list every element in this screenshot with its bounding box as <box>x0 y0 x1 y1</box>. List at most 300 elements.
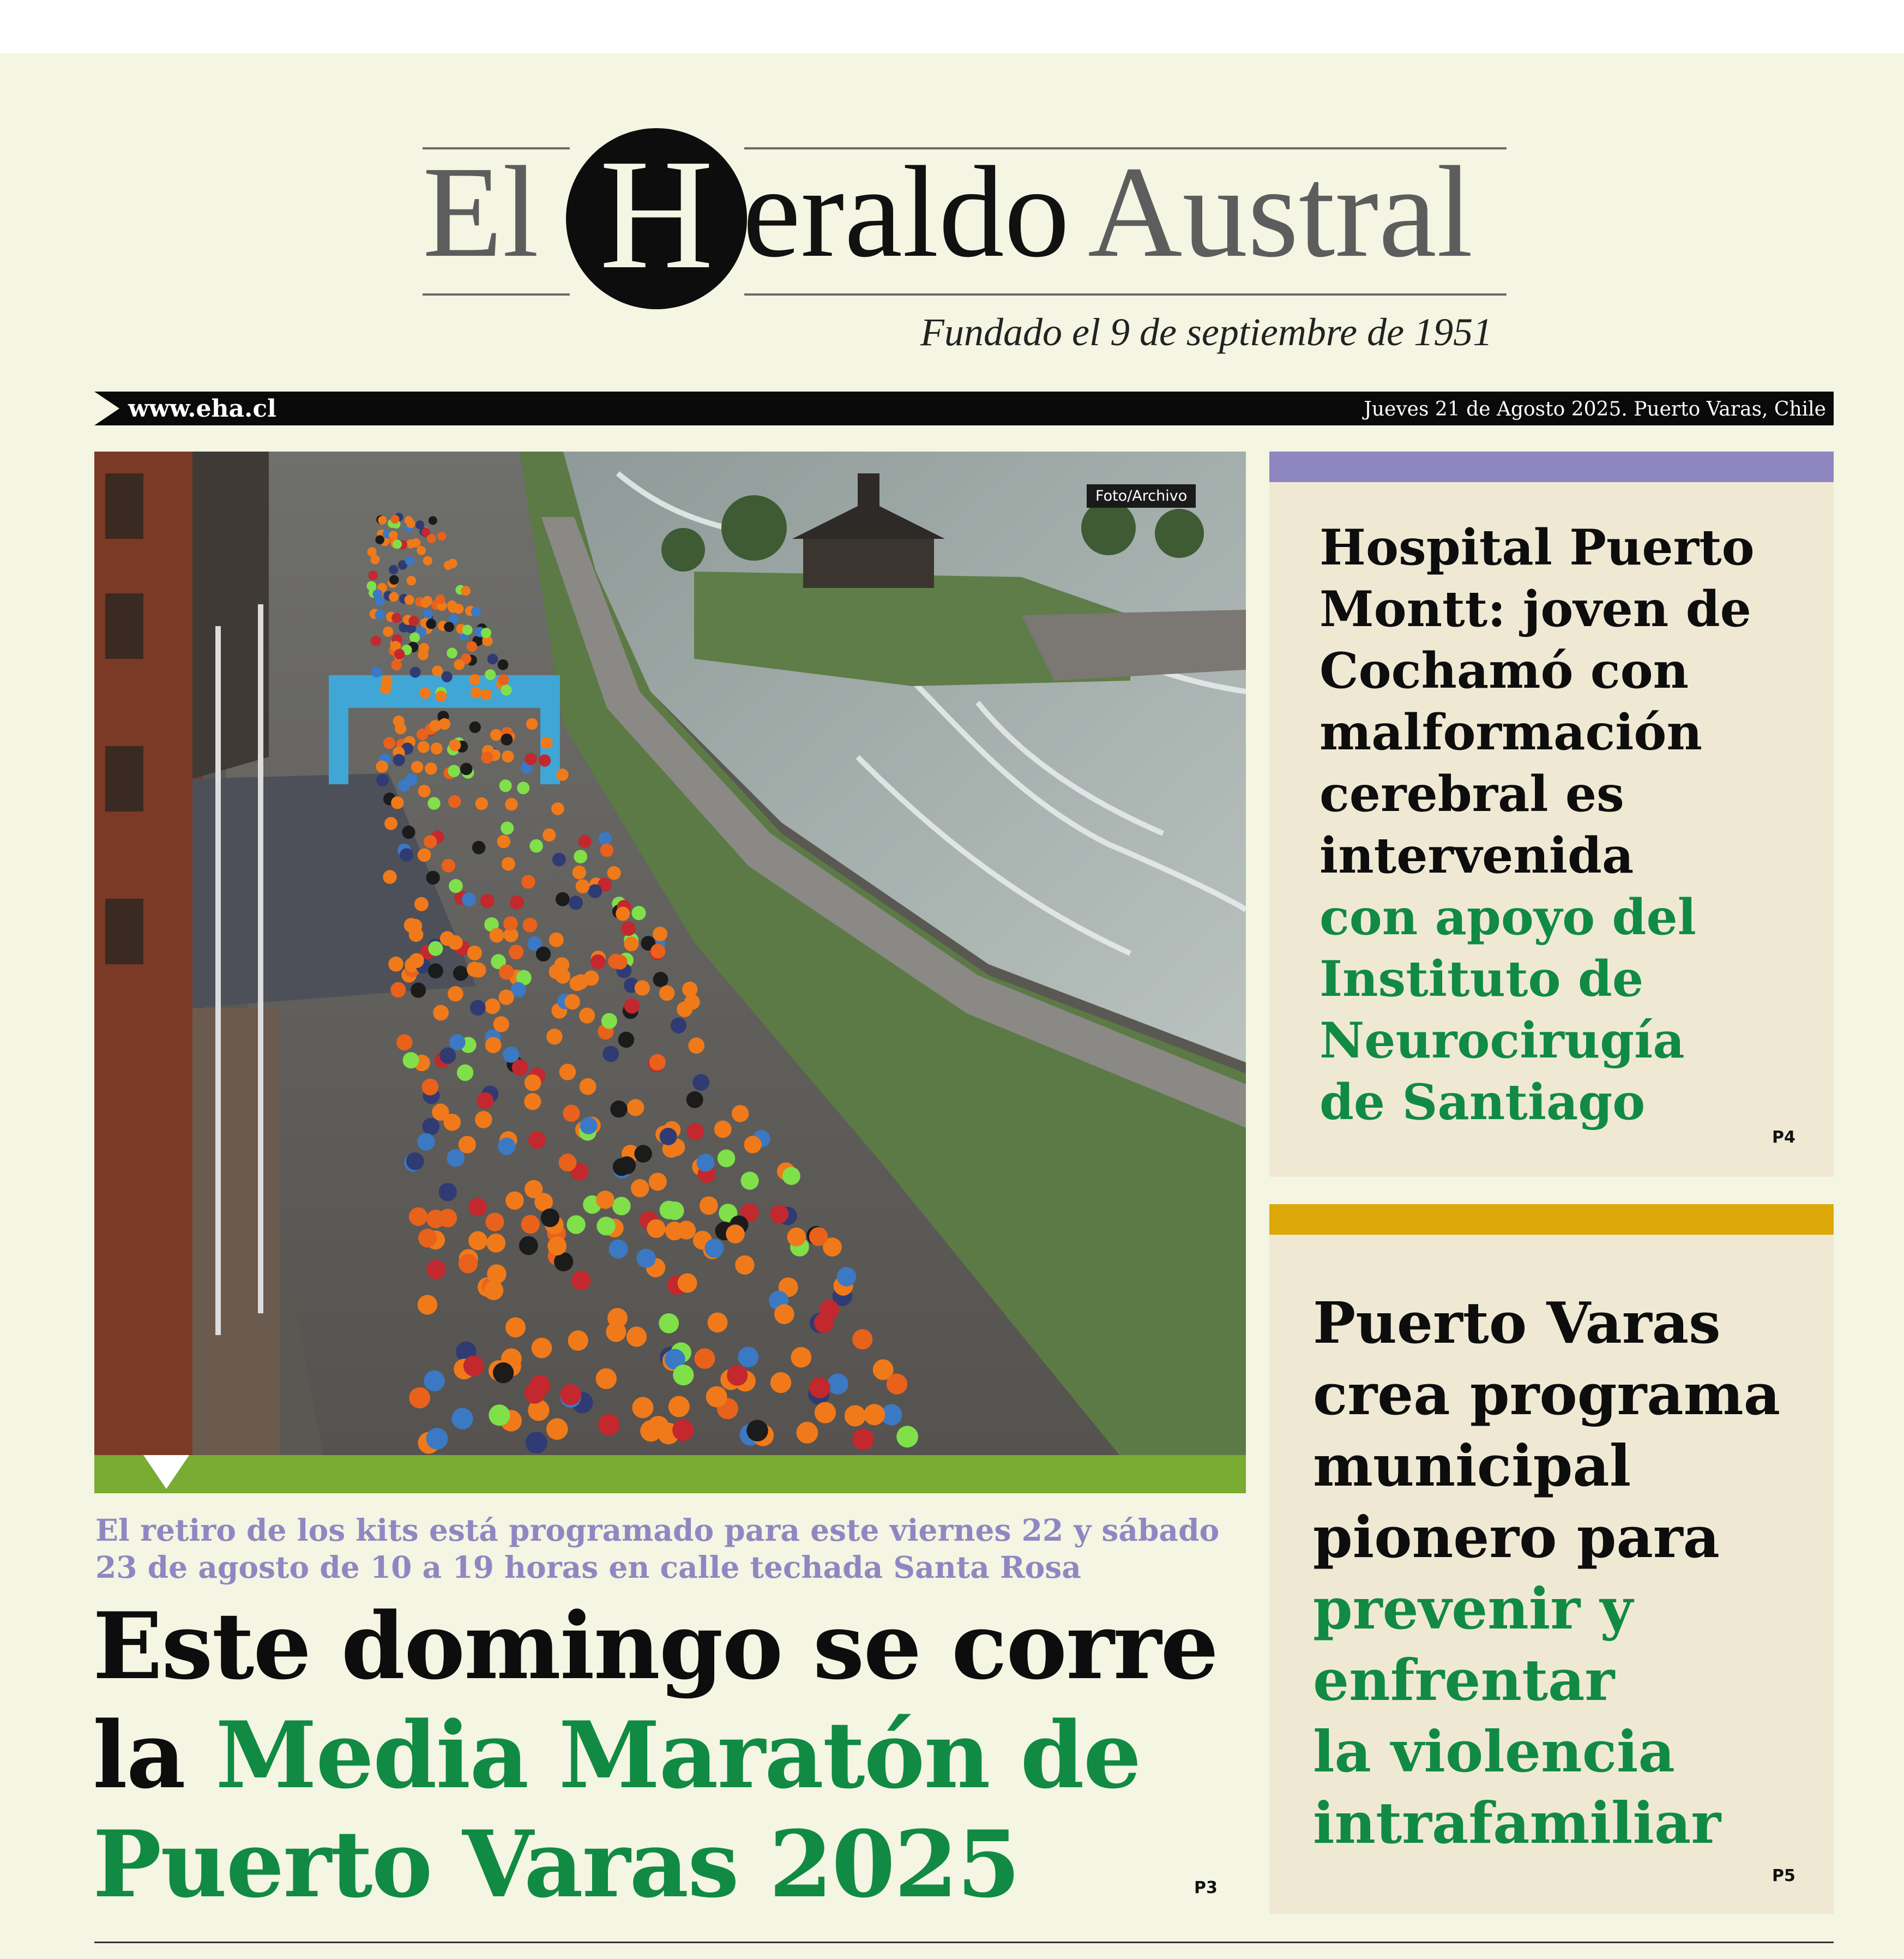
headline-line: municipal <box>1313 1432 1631 1499</box>
runner-figure <box>376 774 389 786</box>
headline-green-line-2: Puerto Varas 2025 <box>93 1810 1020 1918</box>
runner-figure <box>626 1326 647 1347</box>
headline-line: Montt: joven de <box>1319 580 1751 638</box>
runner-figure <box>700 1197 718 1215</box>
runner-figure <box>524 1093 541 1110</box>
runner-figure <box>459 1136 476 1153</box>
runner-figure <box>418 741 430 753</box>
runner-figure <box>394 649 405 660</box>
lead-photo-marathon-crowd <box>94 452 1246 1455</box>
caption-pointer-icon <box>143 1455 189 1489</box>
headline-line: malformación <box>1319 704 1702 761</box>
runner-figure <box>741 1171 759 1189</box>
runner-figure <box>420 598 430 608</box>
runner-figure <box>493 1362 514 1383</box>
runner-figure <box>521 1215 540 1234</box>
headline-line: crea programa <box>1313 1361 1781 1428</box>
runner-figure <box>648 1416 670 1438</box>
info-bar <box>94 392 1834 425</box>
runner-figure <box>475 1111 492 1128</box>
runner-figure <box>475 797 488 810</box>
runner-figure <box>596 1217 615 1235</box>
photo-credit: Foto/Archivo <box>1087 484 1196 508</box>
runner-figure <box>774 1304 794 1324</box>
runner-figure <box>389 565 398 574</box>
runner-figure <box>442 859 455 873</box>
runner-figure <box>677 1001 692 1017</box>
runner-figure <box>383 737 395 749</box>
runner-figure <box>502 857 515 871</box>
runner-figure <box>845 1405 866 1426</box>
runner-figure <box>490 928 504 943</box>
runner-figure <box>378 516 387 525</box>
runner-figure <box>380 683 391 694</box>
runner-figure <box>485 1037 502 1053</box>
runner-figure <box>369 570 378 580</box>
runner-figure <box>624 998 640 1014</box>
runner-figure <box>512 1059 528 1075</box>
runner-figure <box>454 604 463 614</box>
lead-story-headline[interactable] <box>93 1591 1260 1919</box>
runner-figure <box>406 519 415 528</box>
runner-figure <box>453 966 468 981</box>
runner-figure <box>438 1209 457 1227</box>
runner-figure <box>487 1264 507 1284</box>
runner-figure <box>498 674 509 685</box>
runner-figure <box>563 1105 580 1122</box>
runner-figure <box>405 595 414 605</box>
runner-figure <box>439 1048 456 1064</box>
runner-figure <box>467 946 482 960</box>
runner-figure <box>367 581 377 591</box>
runner-figure <box>567 1215 585 1234</box>
runner-figure <box>580 1078 596 1095</box>
runner-figure <box>552 853 566 867</box>
side-story-2-headline <box>1313 1287 1780 1859</box>
runner-figure <box>393 540 402 549</box>
runner-figure <box>460 763 473 776</box>
runner-figure <box>551 802 564 815</box>
runner-figure <box>448 986 463 1001</box>
runner-figure <box>403 1052 419 1068</box>
runner-figure <box>887 1374 907 1395</box>
masthead-h-emblem <box>564 127 749 311</box>
runner-figure <box>409 632 420 642</box>
runner-figure <box>459 1254 478 1273</box>
runner-figure <box>787 1228 806 1247</box>
runner-figure <box>451 1408 473 1429</box>
runner-figure <box>393 754 405 766</box>
runner-figure <box>649 1173 667 1191</box>
runner-figure <box>501 684 511 695</box>
headline-line: intervenida <box>1319 827 1634 885</box>
headline-line: la violencia <box>1313 1718 1675 1785</box>
runner-figure <box>435 594 445 604</box>
masthead-rule-bottom-right <box>744 293 1507 296</box>
runner-figure <box>600 844 614 857</box>
runner-figure <box>573 866 586 879</box>
runner-figure <box>389 575 399 585</box>
runner-figure <box>418 650 429 660</box>
runner-figure <box>418 785 431 797</box>
runner-figure <box>427 534 436 543</box>
runner-figure <box>444 622 454 632</box>
runner-figure <box>462 625 473 635</box>
headline-line: Instituto de <box>1319 950 1644 1008</box>
headline-line: Neurocirugía <box>1319 1012 1685 1069</box>
runner-figure <box>391 660 402 671</box>
runner-figure <box>814 1313 834 1333</box>
runner-figure <box>469 674 480 685</box>
runner-figure <box>498 659 509 670</box>
runner-figure <box>596 1368 617 1389</box>
runner-figure <box>485 999 501 1014</box>
runner-figure <box>732 1105 749 1122</box>
runner-figure <box>678 1273 697 1293</box>
runner-figure <box>501 734 513 746</box>
runner-figure <box>395 723 406 734</box>
runner-figure <box>896 1426 918 1447</box>
runner-figure <box>660 1128 677 1145</box>
runner-figure <box>407 576 417 586</box>
runner-figure <box>383 627 393 637</box>
runner-figure <box>525 1383 546 1404</box>
runner-figure <box>410 667 421 678</box>
runner-figure <box>576 879 590 893</box>
runner-figure <box>666 1201 684 1220</box>
runner-figure <box>498 1138 515 1155</box>
runner-figure <box>431 742 443 754</box>
runner-figure <box>422 1079 439 1096</box>
runner-figure <box>409 953 424 968</box>
runner-figure <box>390 515 399 524</box>
runner-figure <box>596 1191 614 1209</box>
runner-figure <box>624 936 638 951</box>
side-story-2[interactable] <box>1269 1204 1834 1914</box>
runner-figure <box>525 1180 543 1198</box>
runner-figure <box>454 659 465 670</box>
runner-figure <box>571 1271 591 1290</box>
runner-figure <box>490 729 502 741</box>
runner-figure <box>505 798 517 810</box>
runner-figure <box>499 779 512 792</box>
side-story-1-headline-green <box>1319 887 1755 1133</box>
runner-figure <box>852 1428 874 1450</box>
runner-figure <box>686 1123 704 1140</box>
runner-figure <box>471 687 482 699</box>
lead-story-page-ref: P3 <box>1194 1878 1218 1897</box>
runner-figure <box>726 1224 745 1243</box>
runner-figure <box>375 610 385 620</box>
runner-figure <box>411 983 426 998</box>
runner-figure <box>517 782 529 794</box>
runner-figure <box>631 1179 649 1197</box>
masthead-h-letter: H <box>599 127 714 302</box>
runner-figure <box>461 586 471 596</box>
runner-figure <box>580 1117 598 1134</box>
side-story-1-headline <box>1319 517 1755 1133</box>
runner-figure <box>370 555 379 564</box>
runner-figure <box>837 1267 857 1287</box>
side-story-2-accent-bar <box>1269 1204 1834 1235</box>
runner-figure <box>649 1054 666 1071</box>
runner-figure <box>579 1008 595 1024</box>
runner-figure <box>526 1432 547 1453</box>
runner-figure <box>405 556 414 566</box>
headline-line: enfrentar <box>1313 1646 1615 1714</box>
runner-figure <box>525 753 537 765</box>
runner-figure <box>471 607 481 617</box>
runner-figure <box>598 1414 619 1435</box>
headline-green-line-1: Media Maratón de <box>215 1701 1141 1809</box>
side-story-2-headline-black <box>1313 1287 1780 1573</box>
runner-figure <box>599 832 612 845</box>
runner-figure <box>468 1231 487 1250</box>
runner-figure <box>423 609 433 620</box>
runner-figure <box>442 671 453 682</box>
runner-figure <box>503 916 518 931</box>
runner-figure <box>448 765 460 777</box>
runner-figure <box>705 1239 724 1258</box>
side-story-1[interactable] <box>1269 452 1834 1177</box>
runner-figure <box>428 963 443 978</box>
runner-figure <box>686 1091 703 1108</box>
runner-figure <box>502 750 514 762</box>
runner-figure <box>426 619 436 629</box>
runner-figure <box>409 1387 430 1409</box>
runner-figure <box>468 1198 487 1217</box>
runner-figure <box>418 1229 437 1248</box>
runner-figure <box>457 1065 473 1081</box>
runner-figure <box>607 866 621 880</box>
runner-figure <box>406 1152 424 1170</box>
website-link[interactable]: www.eha.cl <box>128 395 276 423</box>
runner-figure <box>529 839 543 853</box>
runner-figure <box>569 976 585 991</box>
marathon-scene-illustration <box>94 452 1246 1455</box>
runner-figure <box>388 957 403 972</box>
headline-line: intrafamiliar <box>1313 1789 1721 1856</box>
runner-figure <box>510 896 524 910</box>
runner-figure <box>618 1032 635 1048</box>
masthead-word-el: El <box>423 139 539 284</box>
runner-figure <box>486 1234 505 1253</box>
runner-figure <box>809 1377 830 1398</box>
runner-figure <box>414 897 429 911</box>
runner-figure <box>480 894 495 908</box>
runner-figure <box>469 722 481 733</box>
runner-figure <box>404 918 419 933</box>
runner-figure <box>568 1330 588 1350</box>
runner-figure <box>791 1347 811 1368</box>
runner-figure <box>549 933 564 947</box>
runner-figure <box>559 1063 576 1080</box>
runner-figure <box>546 1418 568 1440</box>
runner-figure <box>412 538 421 548</box>
runner-figure <box>852 1329 872 1349</box>
headline-line: pionero para <box>1313 1504 1720 1571</box>
runner-figure <box>541 1209 559 1227</box>
runner-figure <box>439 1183 457 1201</box>
runner-figure <box>436 690 447 702</box>
runner-figure <box>449 879 463 893</box>
runner-figure <box>376 760 388 772</box>
runner-figure <box>437 532 446 540</box>
runner-figure <box>472 841 486 855</box>
runner-figure <box>485 669 496 680</box>
headline-line: cerebral es <box>1319 765 1624 823</box>
runner-figure <box>409 1207 427 1226</box>
runner-figure <box>505 1192 524 1210</box>
runner-figure <box>426 871 439 885</box>
runner-figure <box>608 954 623 969</box>
runner-figure <box>425 762 437 775</box>
runner-figure <box>706 1386 727 1408</box>
arrow-icon <box>94 392 119 425</box>
headline-black-line-2: la <box>93 1701 216 1809</box>
runner-figure <box>591 954 606 970</box>
runner-figure <box>389 592 399 602</box>
runner-figure <box>411 761 423 773</box>
photo-caption-band <box>94 1455 1246 1493</box>
runner-figure <box>543 828 556 842</box>
runner-figure <box>672 1420 694 1441</box>
runner-figure <box>396 1034 413 1050</box>
runner-figure <box>695 1348 715 1369</box>
runner-figure <box>601 1013 617 1029</box>
runner-figure <box>498 989 514 1005</box>
lead-story-kicker: El retiro de los kits está programado para este viernes 22 y sábado 23 de agosto de 10 a 19 horas en calle techada Santa Rosa <box>95 1512 1220 1585</box>
runner-figure <box>391 796 403 809</box>
runner-figure <box>444 561 453 570</box>
runner-figure <box>583 970 599 985</box>
runner-figure <box>536 947 551 962</box>
runner-figure <box>426 1428 448 1450</box>
runner-figure <box>673 1365 694 1385</box>
runner-figure <box>668 1396 690 1417</box>
runner-figure <box>621 922 636 936</box>
runner-figure <box>501 822 514 835</box>
runner-figure <box>428 941 443 956</box>
runner-figure <box>647 1219 665 1238</box>
runner-figure <box>417 1133 435 1151</box>
runner-figure <box>746 1420 768 1441</box>
runner-figure <box>569 896 583 910</box>
runner-figure <box>371 666 382 677</box>
runner-figure <box>509 945 523 959</box>
runner-figure <box>560 1384 581 1405</box>
runner-figure <box>523 918 538 933</box>
runner-figure <box>375 535 384 544</box>
runner-figure <box>462 892 476 906</box>
runner-figure <box>418 848 431 862</box>
runner-figure <box>429 516 437 525</box>
runner-figure <box>797 1422 818 1444</box>
runner-figure <box>489 1404 510 1426</box>
runner-figure <box>659 1313 679 1333</box>
runner-figure <box>400 848 413 862</box>
runner-figure <box>402 826 415 839</box>
runner-figure <box>616 906 630 921</box>
runner-figure <box>426 1260 445 1279</box>
runner-figure <box>422 1118 439 1135</box>
edition-date: Jueves 21 de Agosto 2025. Puerto Varas, Chile <box>1364 398 1826 420</box>
side-story-1-accent-bar <box>1269 452 1834 482</box>
runner-figure <box>738 1347 758 1367</box>
runner-figure <box>493 1016 509 1032</box>
runner-figure <box>433 1005 449 1021</box>
runner-figure <box>809 1227 828 1246</box>
runner-figure <box>447 648 457 659</box>
runner-figure <box>480 689 492 700</box>
runner-figure <box>390 982 406 997</box>
runner-figure <box>556 892 570 906</box>
runner-figure <box>618 1156 636 1174</box>
runner-figure <box>526 718 538 730</box>
runner-figure <box>497 835 510 848</box>
runner-figure <box>735 1255 754 1275</box>
masthead-word-austral: Austral <box>1088 139 1473 284</box>
runner-figure <box>610 1101 627 1117</box>
runner-figure <box>541 737 553 749</box>
headline-line: prevenir y <box>1313 1575 1633 1642</box>
runner-figure <box>417 729 429 741</box>
runner-figure <box>440 931 455 946</box>
runner-figure <box>677 1221 696 1239</box>
runner-figure <box>770 1372 791 1393</box>
bottom-rule <box>94 1942 1834 1943</box>
runner-figure <box>718 1150 736 1168</box>
runner-figure <box>864 1404 885 1425</box>
runner-figure <box>564 994 580 1010</box>
runner-figure <box>727 1365 748 1386</box>
runner-figure <box>463 1356 484 1377</box>
runner-figure <box>448 795 461 808</box>
runner-figure <box>697 1153 715 1171</box>
runner-figure <box>389 531 397 539</box>
runner-figure <box>427 797 440 809</box>
runner-figure <box>609 1240 628 1259</box>
runner-figure <box>744 1136 762 1153</box>
runner-figure <box>653 927 667 941</box>
runner-figure <box>634 1145 652 1162</box>
runner-figure <box>481 628 491 638</box>
runner-figure <box>467 641 477 652</box>
runner-figure <box>556 768 569 781</box>
runner-figure <box>714 1121 732 1138</box>
runner-figure <box>477 1092 493 1109</box>
runner-figure <box>484 1281 503 1300</box>
runner-figure <box>547 1236 567 1255</box>
runner-figure <box>418 1295 437 1314</box>
runner-figure <box>688 1037 704 1054</box>
runner-figure <box>375 596 385 606</box>
runner-figure <box>449 739 461 751</box>
runner-figure <box>539 754 551 766</box>
headline-line: Puerto Varas <box>1313 1289 1721 1356</box>
runner-figure <box>632 1397 653 1419</box>
runner-figure <box>650 944 665 959</box>
runner-figure <box>782 1167 800 1185</box>
runner-figure <box>487 654 498 665</box>
runner-figure <box>383 870 396 884</box>
masthead-founded-line: Fundado el 9 de septiembre de 1951 <box>920 310 1493 354</box>
runner-figure <box>574 850 587 863</box>
runner-figure <box>447 1149 465 1167</box>
runner-figure <box>432 665 443 676</box>
runner-figure <box>417 546 426 555</box>
runner-figure <box>471 963 486 978</box>
